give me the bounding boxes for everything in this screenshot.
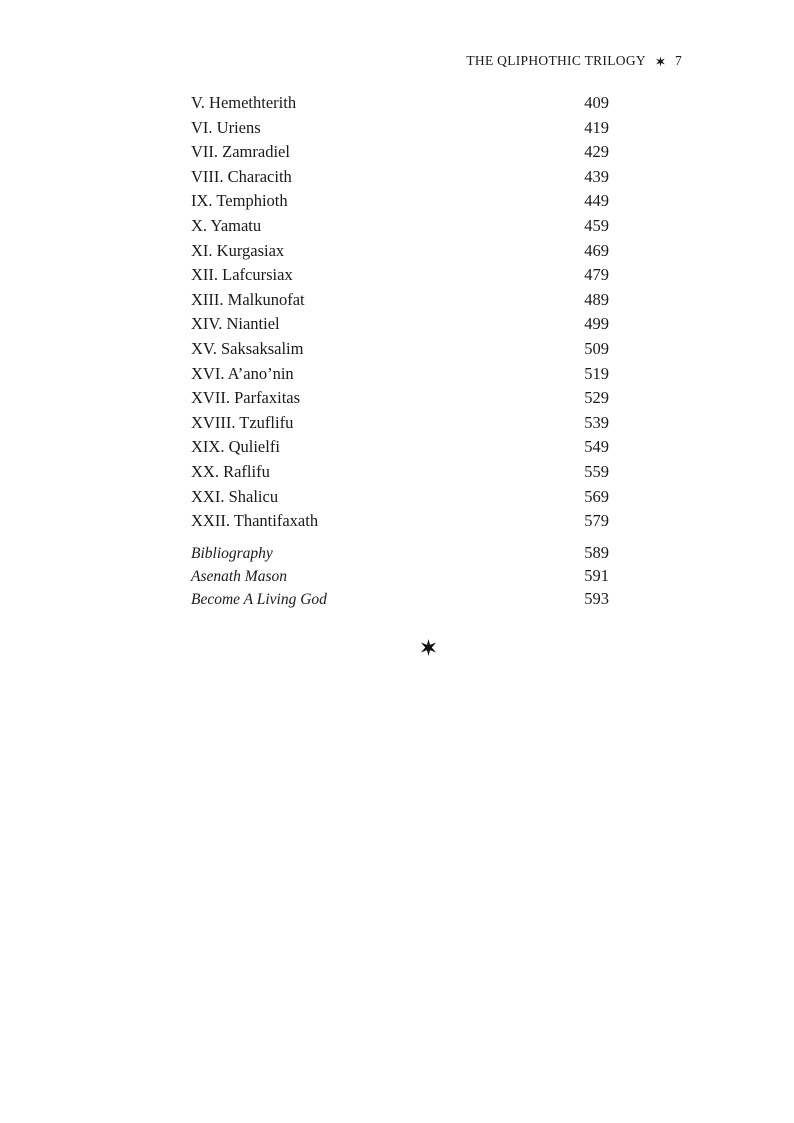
toc-entry[interactable] xyxy=(191,362,609,387)
toc-entry[interactable] xyxy=(191,312,609,337)
toc-entry-page: 519 xyxy=(584,363,609,383)
toc-entry-page: 569 xyxy=(584,486,609,506)
toc-entry-page: 559 xyxy=(584,461,609,481)
toc-entry-title: IX. Temphioth xyxy=(191,191,288,211)
toc-entry[interactable] xyxy=(191,165,609,190)
toc-entry-title: XIX. Qulielfi xyxy=(191,437,280,457)
back-matter-entry[interactable] xyxy=(191,587,609,610)
toc-entry-page: 509 xyxy=(584,338,609,358)
toc-entry-page: 429 xyxy=(584,142,609,162)
back-matter-title: Become A Living God xyxy=(191,591,327,609)
toc-entry-title: X. Yamatu xyxy=(191,215,262,235)
toc-entry-page: 469 xyxy=(584,240,609,260)
toc-entry[interactable] xyxy=(191,214,609,239)
back-matter-entry[interactable] xyxy=(191,541,609,564)
toc-entry-page: 409 xyxy=(584,93,609,112)
back-matter-entry[interactable] xyxy=(191,564,609,587)
back-matter-title: Bibliography xyxy=(191,544,273,562)
toc-entry-title: XVI. A’ano’nin xyxy=(191,363,294,383)
toc-entry-title: XI. Kurgasiax xyxy=(191,240,285,260)
toc-entry-title: XXII. Thantifaxath xyxy=(191,511,319,531)
toc-entry-page: 499 xyxy=(584,314,609,334)
six-point-star-icon xyxy=(419,638,438,657)
toc-entry-page: 419 xyxy=(584,117,609,137)
toc-entry-title: XX. Raflifu xyxy=(191,461,270,481)
toc-entry[interactable] xyxy=(191,91,609,116)
toc-entry-page: 529 xyxy=(584,388,609,408)
toc-entry-page: 489 xyxy=(584,289,609,309)
toc-entry-page: 539 xyxy=(584,412,609,432)
toc-entry-title: XII. Lafcursiax xyxy=(191,265,293,285)
page-number: 7 xyxy=(674,53,682,68)
toc-entry-title: XIII. Malkunofat xyxy=(191,289,305,309)
table-of-contents xyxy=(191,91,609,610)
toc-entry-title: XV. Saksaksalim xyxy=(191,338,304,358)
toc-entry[interactable] xyxy=(191,485,609,510)
section-spacer xyxy=(191,534,609,541)
toc-entry-title: VII. Zamradiel xyxy=(191,142,290,162)
back-matter-page: 593 xyxy=(584,589,609,609)
running-header xyxy=(466,53,682,69)
toc-entry[interactable] xyxy=(191,435,609,460)
toc-entry[interactable] xyxy=(191,460,609,485)
six-point-star-icon xyxy=(655,56,666,67)
toc-entry[interactable] xyxy=(191,263,609,288)
toc-entry[interactable] xyxy=(191,509,609,534)
toc-entry-title: VI. Uriens xyxy=(191,117,261,137)
running-title: THE QLIPHOTHIC TRILOGY xyxy=(466,53,646,68)
toc-entry-page: 579 xyxy=(584,511,609,531)
toc-entry[interactable] xyxy=(191,189,609,214)
back-matter-page: 589 xyxy=(584,542,609,562)
toc-entry[interactable] xyxy=(191,140,609,165)
toc-entry[interactable] xyxy=(191,386,609,411)
toc-entry[interactable] xyxy=(191,337,609,362)
toc-entry[interactable] xyxy=(191,288,609,313)
toc-entry[interactable] xyxy=(191,411,609,436)
toc-entry-page: 449 xyxy=(584,191,609,211)
toc-entry-title: XIV. Niantiel xyxy=(191,314,280,334)
toc-entry-page: 439 xyxy=(584,166,609,186)
toc-entry-title: XVII. Parfaxitas xyxy=(191,388,301,408)
toc-entry-page: 459 xyxy=(584,215,609,235)
toc-entry[interactable] xyxy=(191,116,609,141)
toc-entry-page: 479 xyxy=(584,265,609,285)
back-matter-title: Asenath Mason xyxy=(191,567,288,585)
toc-entry-title: VIII. Characith xyxy=(191,166,292,186)
toc-entry-title: XVIII. Tzuflifu xyxy=(191,412,294,432)
back-matter-page: 591 xyxy=(584,565,609,585)
toc-entry-title: XXI. Shalicu xyxy=(191,486,279,506)
toc-entry[interactable] xyxy=(191,239,609,264)
toc-entry-title: V. Hemethterith xyxy=(191,93,297,112)
toc-entry-page: 549 xyxy=(584,437,609,457)
